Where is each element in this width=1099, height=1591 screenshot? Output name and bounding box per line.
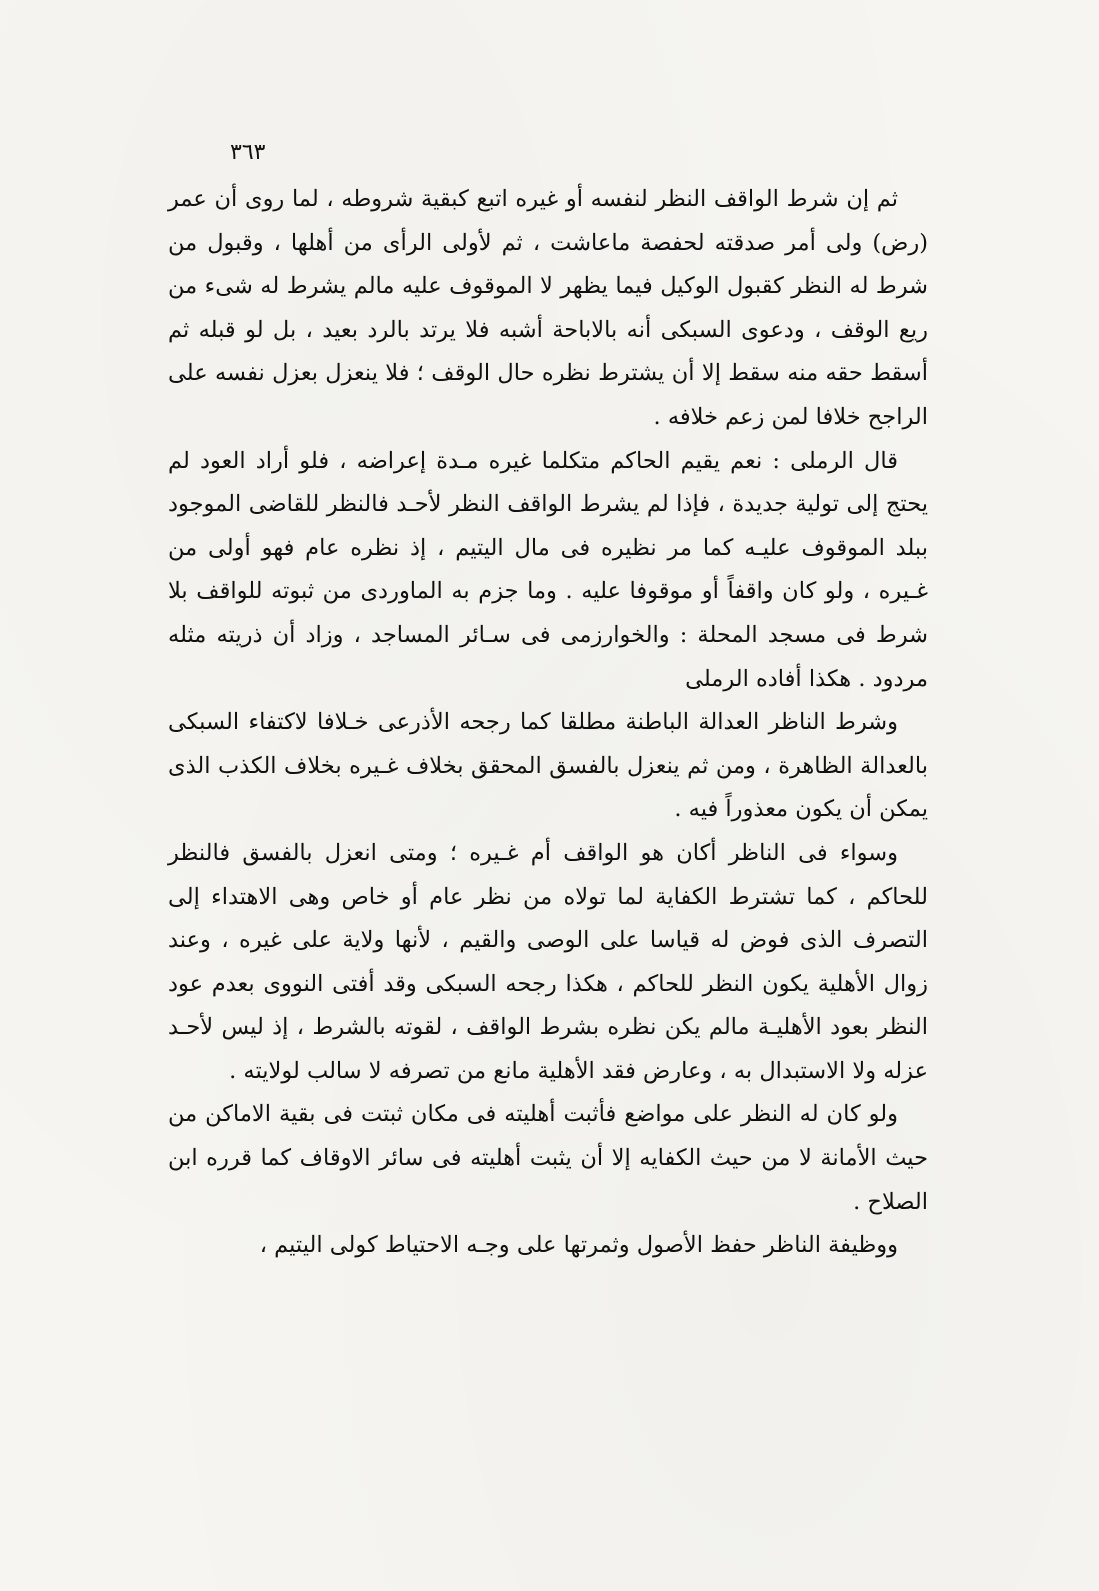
paragraph-1: ثم إن شرط الواقف النظر لنفسه أو غيره اتبع كبقية شروطه ، لما روى أن عمر (رض) ولى أمر صدقته لحفصة ماعاشت ، ثم لأولى الرأى من أهلها ، وقبول من شرط له النظر كقبول الوكيل فيما يظهر لا الموقوف عليه مالم يشرط له شىء من ريع الوقف ، ودعوى السبكى أنه بالاباحة أشبه فلا يرتد بالرد بعيد ، بل لو قبله ثم أسقط حقه منه سقط إلا أن يشترط نظره حال الوقف ؛ فلا ينعزل بعزل نفسه على الراجح خلافا لمن زعم خلافه .	[168, 186, 928, 430]
paragraph-6: ووظيفة الناظر حفظ الأصول وثمرتها على وجـه الاحتياط كولى اليتيم ،	[259, 1232, 898, 1259]
paragraph-2: قال الرملى : نعم يقيم الحاكم متكلما غيره مـدة إعراضه ، فلو أراد العود لم يحتج إلى تولية جديدة ، فإذا لم يشرط الواقف النظر لأحـد فالنظر للقاضى الموجود ببلد الموقوف عليـه كما مر نظيره فى مال اليتيم ، إذ نظره عام فهو أولى من غـيره ، ولو كان واقفاً أو موقوفا عليه . وما جزم به الماوردى من ثبوته للواقف بلا شرط فى مسجد المحلة : والخوارزمى فى سـائر المساجد ، وزاد أن ذريته مثله مردود . هكذا أفاده الرملى	[168, 447, 928, 692]
paragraph-4: وسواء فى الناظر أكان هو الواقف أم غـيره ؛ ومتى انعزل بالفسق فالنظر للحاكم ، كما تشترط الكفاية لما تولاه من نظر عام أو خاص وهى الاهتداء إلى التصرف الذى فوض له قياسا على الوصى والقيم ، لأنها ولاية على غيره ، وعند زوال الأهلية يكون النظر للحاكم ، هكذا رجحه السبكى وقد أفتى النووى بعدم عود النظر بعود الأهليـة مالم يكن نظره بشرط الواقف ، لقوته بالشرط ، إذ ليس لأحـد عزله ولا الاستبدال به ، وعارض فقد الأهلية مانع من تصرفه لا سالب لولايته .	[168, 839, 928, 1084]
body-text	[168, 178, 928, 1268]
paragraph-3: وشرط الناظر العدالة الباطنة مطلقا كما رجحه الأذرعى خـلافا لاكتفاء السبكى بالعدالة الظاهرة ، ومن ثم ينعزل بالفسق المحقق بخلاف غـيره بخلاف الكذب الذى يمكن أن يكون معذوراً فيه .	[168, 709, 928, 823]
paragraph-5: ولو كان له النظر على مواضع فأثبت أهليته فى مكان ثبتت فى بقية الاماكن من حيث الأمانة لا من حيث الكفايه إلا أن يثبت أهليته فى سائر الاوقاف كما قرره ابن الصلاح .	[168, 1101, 928, 1215]
page-number: ٣٦٣	[230, 140, 266, 165]
